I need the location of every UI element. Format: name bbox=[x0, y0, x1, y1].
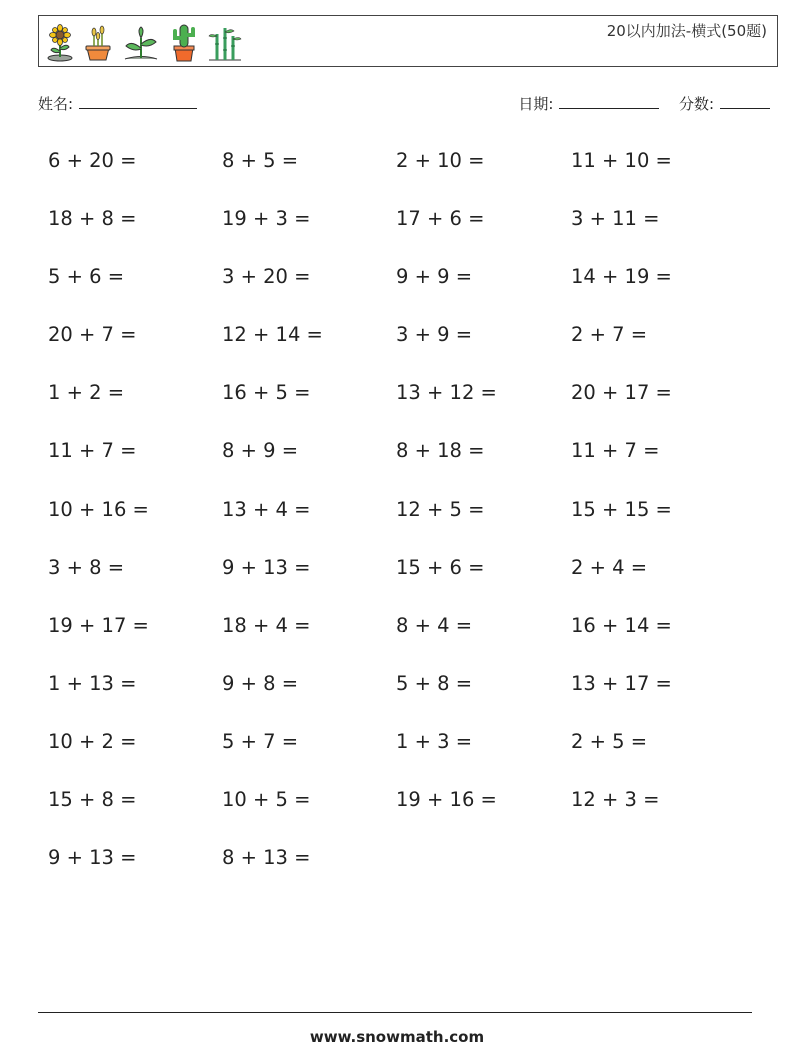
problem-item: 12 + 14 = bbox=[222, 323, 323, 347]
problem-item: 16 + 5 = bbox=[222, 381, 311, 405]
problem-item: 3 + 9 = bbox=[396, 323, 473, 347]
bamboo-icon bbox=[207, 24, 243, 62]
problem-item: 13 + 4 = bbox=[222, 497, 311, 521]
problem-item: 17 + 6 = bbox=[396, 207, 485, 231]
name-field bbox=[38, 93, 197, 114]
date-blank[interactable] bbox=[559, 94, 659, 109]
problem-item: 9 + 9 = bbox=[396, 265, 473, 289]
problem-item: 16 + 14 = bbox=[571, 613, 672, 637]
problem-item: 1 + 2 = bbox=[48, 381, 125, 405]
problem-item: 15 + 15 = bbox=[571, 497, 672, 521]
name-label: 姓名: bbox=[38, 95, 74, 113]
problem-item: 19 + 16 = bbox=[396, 788, 497, 812]
problem-item: 19 + 3 = bbox=[222, 207, 311, 231]
worksheet-title: 20以内加法-横式(50题) bbox=[606, 22, 767, 40]
problem-item: 2 + 4 = bbox=[571, 555, 648, 579]
problem-item: 13 + 17 = bbox=[571, 671, 672, 695]
problem-item: 12 + 5 = bbox=[396, 497, 485, 521]
problem-item: 8 + 4 = bbox=[396, 613, 473, 637]
date-score-fields bbox=[518, 93, 770, 114]
problem-item: 20 + 17 = bbox=[571, 381, 672, 405]
problem-item: 10 + 5 = bbox=[222, 788, 311, 812]
problem-item: 18 + 8 = bbox=[48, 207, 137, 231]
problem-item: 8 + 13 = bbox=[222, 846, 311, 870]
problem-item: 12 + 3 = bbox=[571, 788, 660, 812]
name-blank[interactable] bbox=[79, 94, 197, 109]
problem-item: 2 + 7 = bbox=[571, 323, 648, 347]
problem-item: 8 + 5 = bbox=[222, 149, 299, 172]
problem-item: 3 + 20 = bbox=[222, 265, 311, 289]
problem-item: 9 + 13 = bbox=[222, 555, 311, 579]
problem-item: 19 + 17 = bbox=[48, 613, 149, 637]
problem-item: 8 + 9 = bbox=[222, 439, 299, 463]
problem-item: 3 + 11 = bbox=[571, 207, 660, 231]
problem-item: 5 + 6 = bbox=[48, 265, 125, 289]
problem-item: 1 + 3 = bbox=[396, 729, 473, 753]
problem-item: 13 + 12 = bbox=[396, 381, 497, 405]
problem-item: 18 + 4 = bbox=[222, 613, 311, 637]
problem-item: 9 + 8 = bbox=[222, 671, 299, 695]
sunflower-icon bbox=[45, 24, 75, 62]
problem-item: 2 + 5 = bbox=[571, 729, 648, 753]
problem-item: 6 + 20 = bbox=[48, 149, 137, 172]
date-label: 日期: bbox=[518, 95, 554, 113]
score-blank[interactable] bbox=[720, 94, 770, 109]
problem-item: 15 + 6 = bbox=[396, 555, 485, 579]
problem-grid bbox=[48, 146, 748, 901]
problem-item: 1 + 13 = bbox=[48, 671, 137, 695]
problem-item: 14 + 19 = bbox=[571, 265, 672, 289]
cactus-icon bbox=[169, 22, 199, 62]
problem-item: 5 + 8 = bbox=[396, 671, 473, 695]
problem-item: 5 + 7 = bbox=[222, 729, 299, 753]
problem-item: 8 + 18 = bbox=[396, 439, 485, 463]
wheat-pot-icon bbox=[83, 24, 113, 62]
footer-url: www.snowmath.com bbox=[309, 1028, 485, 1046]
problem-item: 2 + 10 = bbox=[396, 149, 485, 172]
footer-divider bbox=[38, 1012, 752, 1013]
problem-item: 10 + 2 = bbox=[48, 729, 137, 753]
problem-item: 10 + 16 = bbox=[48, 497, 149, 521]
sprout-icon bbox=[121, 24, 161, 62]
problem-item: 11 + 7 = bbox=[571, 439, 660, 463]
plant-icons bbox=[45, 22, 243, 62]
problem-item: 3 + 8 = bbox=[48, 555, 125, 579]
score-label: 分数: bbox=[678, 95, 714, 113]
header-box bbox=[38, 15, 778, 67]
problem-item: 15 + 8 = bbox=[48, 788, 137, 812]
problem-item: 9 + 13 = bbox=[48, 846, 137, 870]
problem-item: 20 + 7 = bbox=[48, 323, 137, 347]
problem-item: 11 + 10 = bbox=[571, 149, 672, 172]
problem-item: 11 + 7 = bbox=[48, 439, 137, 463]
